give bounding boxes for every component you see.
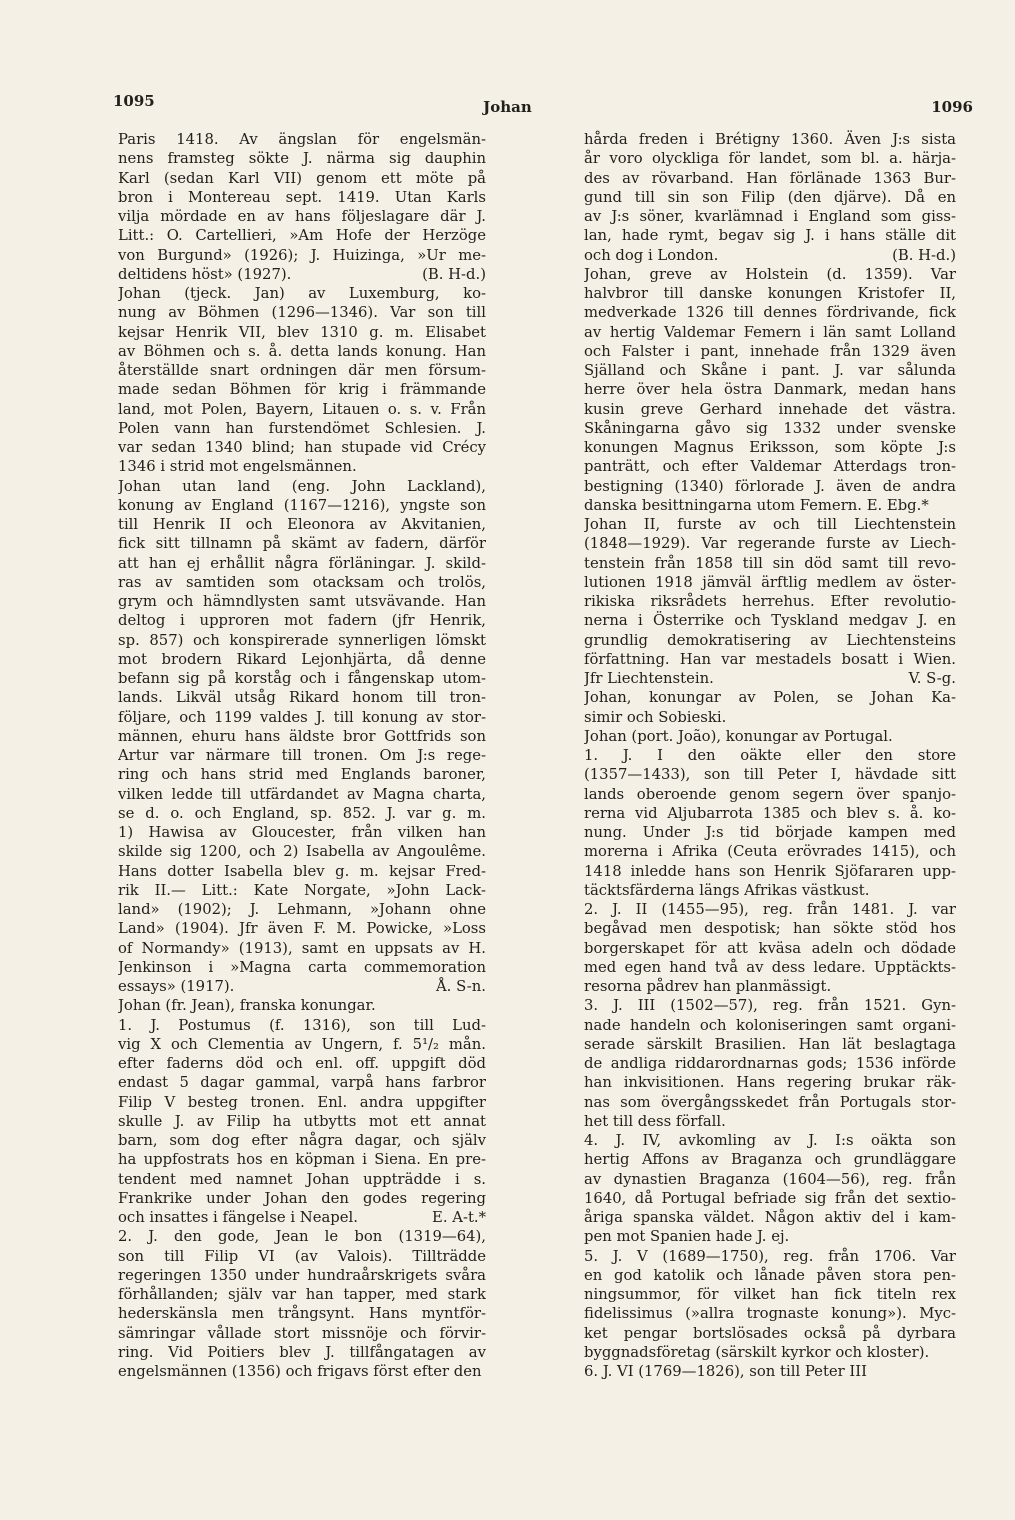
right-column-line: 4. J. IV, avkomling av J. I:s oäkta son	[584, 1132, 956, 1149]
left-column-line: av Böhmen och s. å. detta lands konung. Han	[118, 342, 486, 360]
left-column-line: deltog i upproren mot fadern (jfr Henrik,	[118, 612, 486, 630]
left-column-line: sämringar vållade stort missnöje och förvir-	[118, 1324, 486, 1342]
right-column-line: 3. J. III (1502—57), reg. från 1521. Gyn-	[584, 997, 956, 1015]
right-column-line: Jfr Liechtenstein. V. S-g.	[584, 670, 956, 687]
left-column-line: essays» (1917). Å. S-n.	[118, 978, 486, 995]
right-column-line: åriga spanska väldet. Någon aktiv del i kam-	[584, 1209, 956, 1226]
right-column-line: grundlig demokratisering av Liechtensteins	[584, 631, 956, 649]
right-column-line: 2. J. II (1455—95), reg. från 1481. J. var	[584, 901, 956, 918]
right-column-line: författning. Han var mestadels bosatt i Wien.	[584, 650, 956, 668]
left-column-line: Jenkinson i »Magna carta commemoration	[118, 958, 486, 976]
left-column-line: ras av samtiden som otacksam och trolös,	[118, 573, 486, 591]
left-column-line: rik II.— Litt.: Kate Norgate, »John Lack-	[118, 881, 486, 899]
left-column-line: vilja mördade en av hans följeslagare där J.	[118, 208, 486, 225]
right-column-line: konungen Magnus Eriksson, som köpte J:s	[584, 439, 956, 456]
right-column-line: herre över hela östra Danmark, medan hans	[584, 381, 956, 399]
right-column-line: hårda freden i Brétigny 1360. Även J:s sista	[584, 131, 956, 148]
right-column-line: Johan II, furste av och till Liechtenstein	[584, 516, 956, 533]
right-column	[584, 130, 956, 1381]
left-column-line: vig X och Clementia av Ungern, f. 5¹/₂ mån.	[118, 1035, 486, 1053]
left-column-line: var sedan 1340 blind; han stupade vid Crécy	[118, 439, 486, 456]
right-column-line: rikiska riksrådets herrehus. Efter revolutio-	[584, 593, 956, 610]
right-column-line: nas som övergångsskedet från Portugals stor-	[584, 1093, 956, 1111]
left-column-line: 1) Hawisa av Gloucester, från vilken han	[118, 824, 486, 841]
left-column-line: Karl (sedan Karl VII) genom ett möte på	[118, 169, 486, 187]
left-column-line: ring. Vid Poitiers blev J. tillfångatagen av	[118, 1343, 486, 1361]
left-column-line: att han ej erhållit några förläningar. J. skild-	[118, 554, 486, 572]
left-column-line: sp. 857) och konspirerade synnerligen lömskt	[118, 631, 486, 649]
right-column-line: en god katolik och lånade påven stora pen-	[584, 1266, 956, 1284]
right-column-line: borgerskapet för att kväsa adeln och dödade	[584, 939, 956, 957]
left-column-line: följare, och 1199 valdes J. till konung av stor-	[118, 708, 486, 726]
right-column-line: halvbror till danske konungen Kristofer II,	[584, 285, 956, 302]
right-column-line: 5. J. V (1689—1750), reg. från 1706. Var	[584, 1247, 956, 1265]
left-column-line: mot brodern Rikard Lejonhjärta, då denne	[118, 650, 486, 668]
right-column-line: år voro olyckliga för landet, som bl. a. härja-	[584, 150, 956, 168]
right-column-line: (1848—1929). Var regerande furste av Liech-	[584, 535, 956, 553]
left-column-line: grym och hämndlysten samt utsvävande. Han	[118, 593, 486, 610]
left-column-line: Litt.: O. Cartellieri, »Am Hofe der Herzöge	[118, 227, 486, 245]
left-column-line: son till Filip VI (av Valois). Tillträdde	[118, 1247, 486, 1265]
right-column-line: fidelissimus (»allra trognaste konung»). Myc-	[584, 1305, 956, 1323]
left-column-line: nung av Böhmen (1296—1346). Var son till	[118, 304, 486, 322]
right-column-line: ket pengar bortslösades också på dyrbara	[584, 1324, 956, 1342]
right-column-line: hertig Affons av Braganza och grundläggare	[584, 1151, 956, 1169]
left-column-line: made sedan Böhmen för krig i främmande	[118, 381, 486, 399]
left-column-line: vilken ledde till utfärdandet av Magna charta,	[118, 785, 486, 803]
left-column-line: deltidens höst» (1927). (B. H-d.)	[118, 265, 486, 283]
left-column-line: förhållanden; själv var han tapper, med stark	[118, 1286, 486, 1303]
right-column-line: nung. Under J:s tid började kampen med	[584, 824, 956, 841]
left-column-line: Hans dotter Isabella blev g. m. kejsar Fred-	[118, 862, 486, 880]
left-column-line: of Normandy» (1913), samt en uppsats av H.	[118, 939, 486, 957]
right-column-line: Johan, konungar av Polen, se Johan Ka-	[584, 689, 956, 707]
left-column-line: kejsar Henrik VII, blev 1310 g. m. Elisabet	[118, 323, 486, 341]
left-column-line: Johan (tjeck. Jan) av Luxemburg, ko-	[118, 285, 486, 302]
right-column-line: lutionen 1918 jämväl ärftlig medlem av öster-	[584, 573, 956, 591]
left-column-line: återställde snart ordningen där men försum-	[118, 362, 486, 379]
left-column-line: Land» (1904). Jfr även F. M. Powicke, »Loss	[118, 920, 486, 938]
left-column-line: männen, ehuru hans äldste bror Gottfrids son	[118, 727, 486, 745]
right-column-line: nade handeln och koloniseringen samt organi-	[584, 1016, 956, 1034]
left-column-line: engelsmännen (1356) och frigavs först efter den	[118, 1363, 482, 1380]
right-column-line: simir och Sobieski.	[584, 708, 727, 726]
right-column-line: Själland och Skåne i pant. J. var sålunda	[584, 362, 956, 379]
right-page-number: 1096	[931, 98, 973, 116]
right-column-line: och dog i London. (B. H-d.)	[584, 246, 956, 264]
left-column-line: konung av England (1167—1216), yngste son	[118, 496, 486, 514]
right-column-line: av J:s söner, kvarlämnad i England som giss-	[584, 208, 956, 225]
left-column-line: 1. J. Postumus (f. 1316), son till Lud-	[118, 1016, 486, 1034]
right-column-line: panträtt, och efter Valdemar Atterdags tron-	[584, 458, 956, 476]
right-column-line: Johan (port. João), konungar av Portugal.	[584, 727, 893, 745]
right-column-line: byggnadsföretag (särskilt kyrkor och kloster).	[584, 1343, 930, 1361]
left-column	[118, 130, 486, 1381]
right-column-line: med egen hand två av dess ledare. Upptäckts-	[584, 958, 956, 976]
right-column-line: (1357—1433), son till Peter I, hävdade sitt	[584, 766, 956, 784]
left-column-line: land, mot Polen, Bayern, Litauen o. s. v. Från	[118, 400, 486, 418]
right-column-line: de andliga riddarordnarnas gods; 1536 införde	[584, 1055, 956, 1072]
right-column-line: ningsummor, för vilket han fick titeln rex	[584, 1286, 956, 1303]
left-column-line: endast 5 dagar gammal, varpå hans farbror	[118, 1074, 486, 1092]
left-column-line: se d. o. och England, sp. 852. J. var g. m.	[118, 804, 486, 822]
running-head: Johan	[483, 98, 532, 116]
right-column-line: 1418 inledde hans son Henrik Sjöfararen upp-	[584, 862, 956, 880]
left-column-line: Filip V besteg tronen. Enl. andra uppgifter	[118, 1093, 486, 1111]
right-column-line: kusin greve Gerhard innehade det västra.	[584, 400, 956, 418]
left-column-line: Johan (fr. Jean), franska konungar.	[118, 997, 376, 1015]
right-column-line: lands oberoende genom segern över spanjo-	[584, 785, 956, 803]
right-column-line: Skåningarna gåvo sig 1332 under svenske	[584, 419, 956, 437]
right-column-line: och Falster i pant, innehade från 1329 även	[584, 342, 956, 360]
left-column-line: 2. J. den gode, Jean le bon (1319—64),	[118, 1228, 486, 1246]
left-column-line: hederskänsla men trångsynt. Hans myntför-	[118, 1305, 486, 1323]
right-column-line: morerna i Afrika (Ceuta erövrades 1415), och	[584, 843, 956, 861]
right-column-line: av hertig Valdemar Femern i län samt Lolland	[584, 323, 956, 341]
left-column-line: ha uppfostrats hos en köpman i Siena. En pre-	[118, 1151, 486, 1169]
right-column-line: gund till sin son Filip (den djärve). Då en	[584, 188, 956, 206]
left-column-line: fick sitt tillnamn på skämt av fadern, därför	[118, 535, 486, 553]
left-column-line: efter faderns död och enl. off. uppgift död	[118, 1055, 486, 1072]
left-column-line: regeringen 1350 under hundraårskrigets svåra	[118, 1266, 486, 1284]
right-column-line: 1. J. I den oäkte eller den store	[584, 747, 956, 764]
right-column-line: 6. J. VI (1769—1826), son till Peter III	[584, 1363, 867, 1380]
left-column-line: land» (1902); J. Lehmann, »Johann ohne	[118, 901, 486, 918]
right-column-line: bestigning (1340) förlorade J. även de andra	[584, 477, 956, 495]
right-column-line: täcktsfärderna längs Afrikas västkust.	[584, 881, 870, 899]
left-column-line: Artur var närmare till tronen. Om J:s rege-	[118, 747, 486, 764]
left-column-line: nens framsteg sökte J. närma sig dauphin	[118, 150, 486, 168]
left-column-line: Frankrike under Johan den godes regering	[118, 1189, 486, 1207]
left-column-line: 1346 i strid mot engelsmännen.	[118, 458, 357, 476]
right-column-line: het till dess förfall.	[584, 1112, 726, 1130]
left-column-line: lands. Likväl utsåg Rikard honom till tron-	[118, 689, 486, 707]
left-column-line: och insattes i fängelse i Neapel. E. A-t.*	[118, 1209, 486, 1226]
right-column-line: av dynastien Braganza (1604—56), reg. från	[584, 1170, 956, 1188]
right-column-line: Johan, greve av Holstein (d. 1359). Var	[584, 265, 956, 283]
right-column-line: tenstein från 1858 till sin död samt till revo-	[584, 554, 956, 572]
right-column-line: lan, hade rymt, begav sig J. i hans ställe dit	[584, 227, 956, 245]
right-column-line: nerna i Österrike och Tyskland medgav J. en	[584, 612, 956, 630]
left-column-line: Johan utan land (eng. John Lackland),	[118, 477, 486, 495]
right-column-line: des av rövarband. Han förlänade 1363 Bur-	[584, 169, 956, 187]
right-column-line: danska besittningarna utom Femern. E. Ebg.*	[584, 496, 929, 514]
left-column-line: ring och hans strid med Englands baroner,	[118, 766, 486, 784]
right-column-line: 1640, då Portugal befriade sig från det sextio-	[584, 1189, 956, 1207]
right-column-line: han inkvisitionen. Hans regering brukar räk-	[584, 1074, 956, 1092]
left-column-line: barn, som dog efter några dagar, och själv	[118, 1132, 486, 1149]
left-column-line: Polen vann han furstendömet Schlesien. J.	[118, 419, 486, 437]
left-column-line: tendent med namnet Johan uppträdde i s.	[118, 1170, 486, 1188]
right-column-line: rerna vid Aljubarrota 1385 och blev s. å. ko-	[584, 804, 956, 822]
left-column-line: von Burgund» (1926); J. Huizinga, »Ur me-	[118, 246, 486, 264]
left-column-line: skilde sig 1200, och 2) Isabella av Angoulême.	[118, 843, 486, 861]
right-column-line: begåvad men despotisk; han sökte stöd hos	[584, 920, 956, 938]
left-page-number: 1095	[113, 92, 155, 110]
left-column-line: Paris 1418. Av ängslan för engelsmän-	[118, 131, 486, 148]
right-column-line: medverkade 1326 till dennes fördrivande, fick	[584, 304, 956, 322]
left-column-line: skulle J. av Filip ha utbytts mot ett annat	[118, 1112, 486, 1130]
right-column-line: resorna pådrev han planmässigt.	[584, 978, 832, 995]
right-column-line: serade särskilt Brasilien. Han lät beslagtaga	[584, 1035, 956, 1053]
left-column-line: till Henrik II och Eleonora av Akvitanien,	[118, 516, 486, 533]
left-column-line: befann sig på korståg och i fångenskap utom-	[118, 670, 486, 687]
left-column-line: bron i Montereau sept. 1419. Utan Karls	[118, 188, 486, 206]
right-column-line: pen mot Spanien hade J. ej.	[584, 1228, 790, 1246]
